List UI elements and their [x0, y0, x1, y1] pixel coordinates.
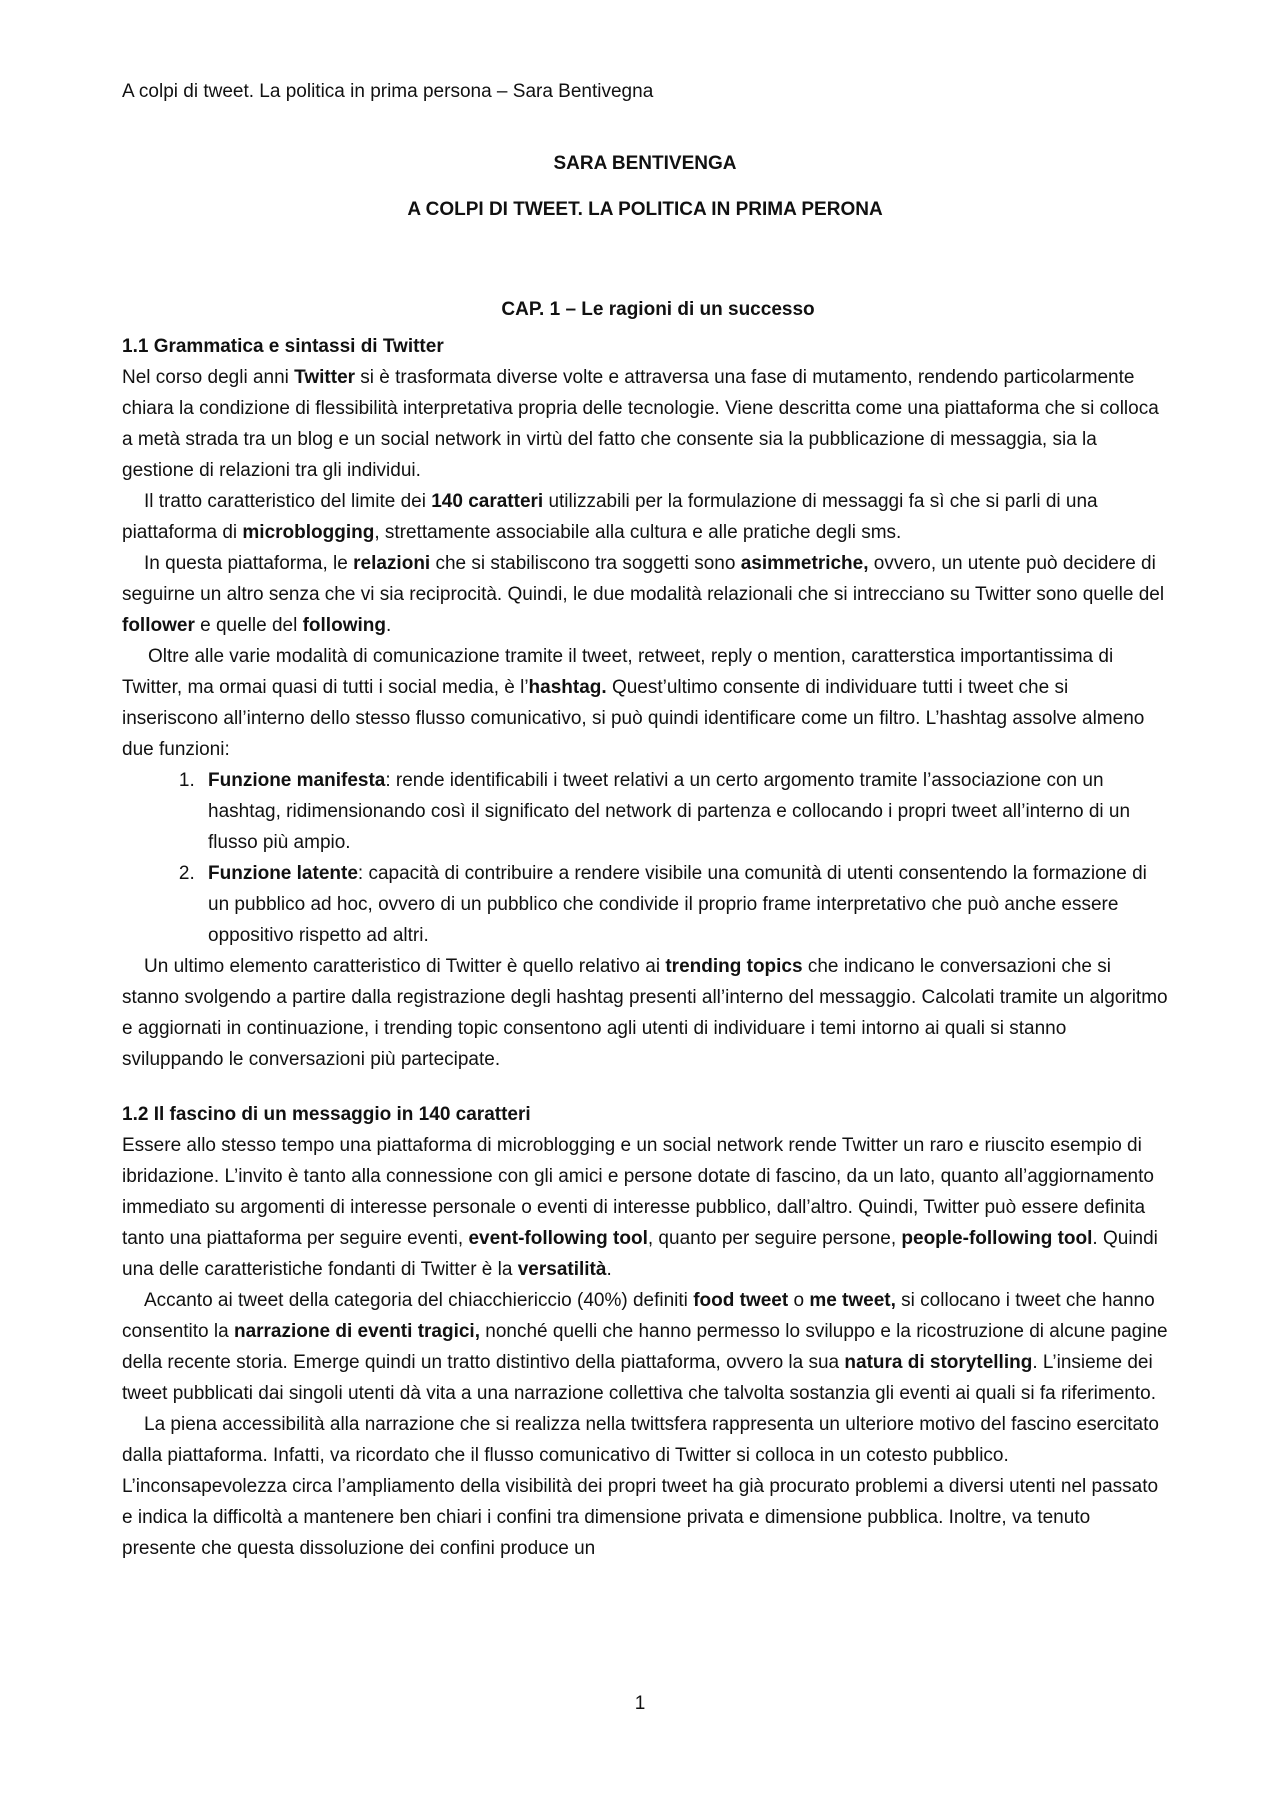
list-item: 1. Funzione manifesta: rende identificabili i tweet relativi a un certo argomento tramite l’associazione con un hashtag, ridimensionando così il significato del network di partenza e collocando i propri tweet all’interno di un flusso più ampio. [200, 765, 1168, 858]
page-number: 1 [634, 1693, 646, 1714]
book-title: A COLPI DI TWEET. LA POLITICA IN PRIMA PERONA [407, 199, 883, 220]
running-header: A colpi di tweet. La politica in prima persona – Sara Bentivegna [122, 81, 654, 102]
section-2-title: 1.2 Il fascino di un messaggio in 140 caratteri [122, 1104, 531, 1125]
author-name: SARA BENTIVENGA [553, 153, 737, 174]
section-2-paragraph-2: Accanto ai tweet della categoria del chiacchiericcio (40%) definiti food tweet o me tweet, si collocano i tweet che hanno consentito la narrazione di eventi tragici, nonché quelli che hanno permesso lo sviluppo e la ricostruzione di alcune pagine della recente storia. Emerge quindi un tratto distintivo della piattaforma, ovvero la sua natura di storytelling. L’insieme dei tweet pubblicati dai singoli utenti dà vita a una narrazione collettiva che talvolta sostanzia gli eventi ai quali si fa riferimento. [122, 1290, 1168, 1404]
section-1-paragraph-2: Il tratto caratteristico del limite dei 140 caratteri utilizzabili per la formulazione di messaggi fa sì che si parli di una piattaforma di microblogging, strettamente associabile alla cultura e alle pratiche degli sms. [122, 491, 1098, 543]
section-1-paragraph-3: In questa piattaforma, le relazioni che si stabiliscono tra soggetti sono asimmetriche, ovvero, un utente può decidere di seguirne un altro senza che vi sia reciprocità. Quindi, le due modalità relazionali che si intrecciano su Twitter sono quelle del follower e quelle del following. [122, 553, 1165, 636]
section-2-paragraph-1: Essere allo stesso tempo una piattaforma di microblogging e un social network rende Twitter un raro e riuscito esempio di ibridazione. L’invito è tanto alla connessione con gli amici e persone dotate di fascino, da un lato, quanto all’aggiornamento immediato su argomenti di interesse personale o eventi di interesse pubblico, dall’altro. Quindi, Twitter può essere definita tanto una piattaforma per seguire eventi, event-following tool, quanto per seguire persone, people-following tool. Quindi una delle caratteristiche fondanti di Twitter è la versatilità. [122, 1135, 1158, 1280]
section-1-title: 1.1 Grammatica e sintassi di Twitter [122, 336, 444, 357]
hashtag-functions-list [122, 765, 1168, 951]
section-1-paragraph-5: Un ultimo elemento caratteristico di Twitter è quello relativo ai trending topics che indicano le conversazioni che si stanno svolgendo a partire dalla registrazione degli hashtag presenti all’interno del messaggio. Calcolati tramite un algoritmo e aggiornati in continuazione, i trending topic consentono agli utenti di individuare i temi intorno ai quali si stanno sviluppando le conversazioni più partecipate. [122, 956, 1168, 1070]
section-1-paragraph-4: Oltre alle varie modalità di comunicazione tramite il tweet, retweet, reply o mention, caratterstica importantissima di Twitter, ma ormai quasi di tutti i social media, è l’hashtag. Quest’ultimo consente di individuare tutti i tweet che si inseriscono all’interno dello stesso flusso comunicativo, si può quindi identificare come un filtro. L’hashtag assolve almeno due funzioni: [122, 646, 1145, 760]
chapter-title: CAP. 1 – Le ragioni di un successo [501, 299, 815, 320]
section-2-paragraph-3: La piena accessibilità alla narrazione che si realizza nella twittsfera rappresenta un ulteriore motivo del fascino esercitato dalla piattaforma. Infatti, va ricordato che il flusso comunicativo di Twitter si colloca in un cotesto pubblico. L’inconsapevolezza circa l’ampliamento della visibilità dei propri tweet ha già procurato problemi a diversi utenti nel passato e indica la difficoltà a mantenere ben chiari i confini tra dimensione privata e dimensione pubblica. Inoltre, va tenuto presente che questa dissoluzione dei confini produce un [122, 1414, 1159, 1559]
section-1-paragraph-1: Nel corso degli anni Twitter si è trasformata diverse volte e attraversa una fase di mutamento, rendendo particolarmente chiara la condizione di flessibilità interpretativa propria delle tecnologie. Viene descritta come una piattaforma che si colloca a metà strada tra un blog e un social network in virtù del fatto che consente sia la pubblicazione di messaggia, sia la gestione di relazioni tra gli individui. [122, 367, 1159, 481]
list-item: 2. Funzione latente: capacità di contribuire a rendere visibile una comunità di utenti consentendo la formazione di un pubblico ad hoc, ovvero di un pubblico che condivide il proprio frame interpretativo che può anche essere oppositivo rispetto ad altri. [200, 858, 1168, 951]
